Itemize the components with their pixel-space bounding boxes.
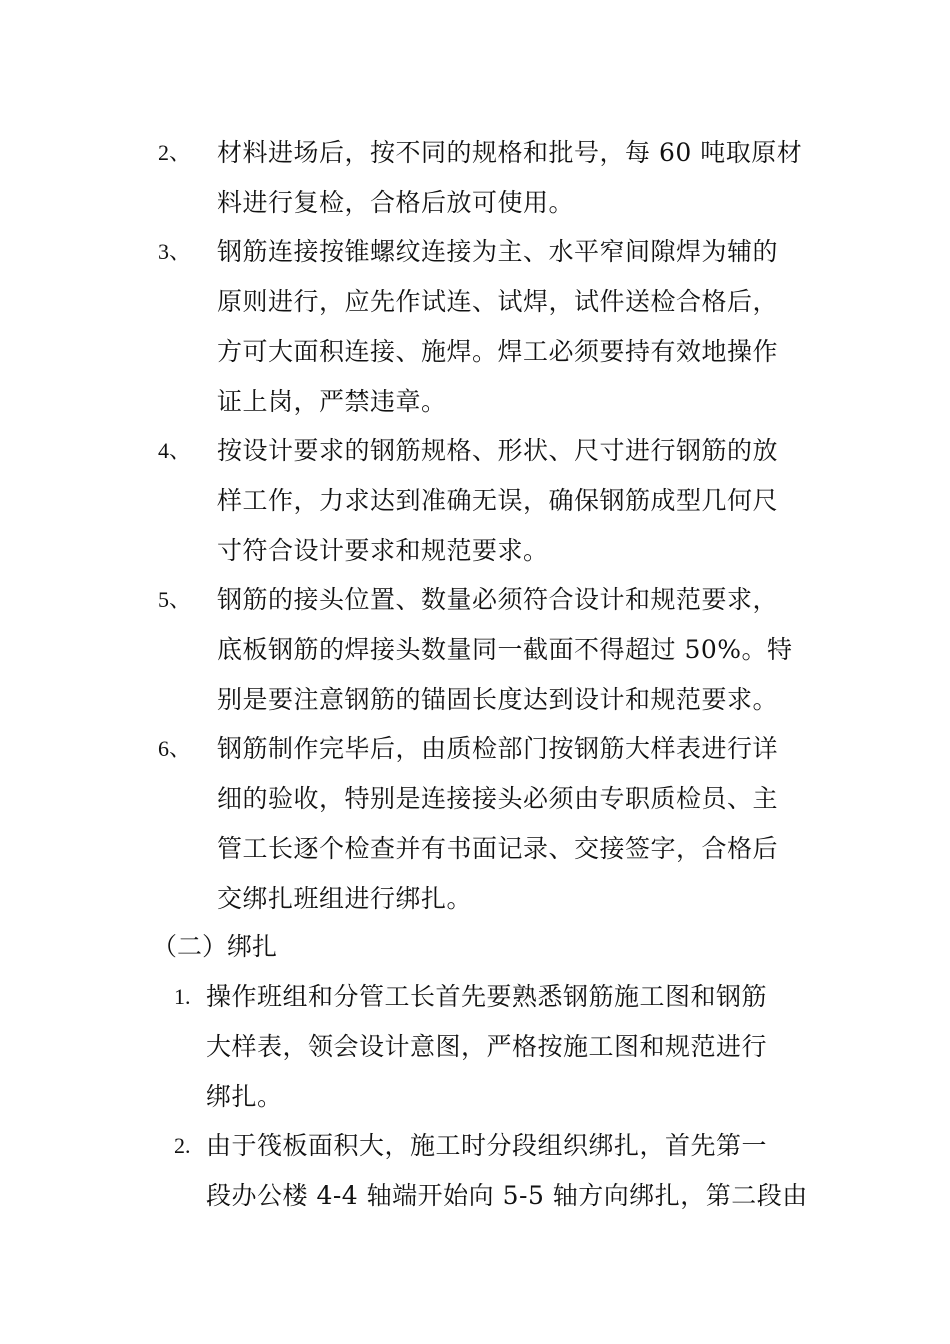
- item-line: 材料进场后，按不同的规格和批号，每 60 吨取原材: [217, 138, 803, 167]
- item-line: 管工长逐个检查并有书面记录、交接签字，合格后: [217, 834, 779, 863]
- item-number: 5、: [158, 587, 192, 612]
- item-line: 交绑扎班组进行绑扎。: [217, 884, 473, 913]
- item-line: 方可大面积连接、施焊。焊工必须要持有效地操作: [217, 337, 779, 366]
- item-number: 6、: [158, 736, 192, 761]
- item-number: 1.: [174, 984, 191, 1009]
- item-number: 4、: [158, 438, 192, 463]
- item-line: 钢筋的接头位置、数量必须符合设计和规范要求，: [217, 585, 779, 614]
- item-line: 由于筏板面积大，施工时分段组织绑扎，首先第一: [206, 1131, 768, 1160]
- item-line: 按设计要求的钢筋规格、形状、尺寸进行钢筋的放: [217, 436, 779, 465]
- item-number: 3、: [158, 239, 192, 264]
- item-line: 证上岗，严禁违章。: [217, 387, 447, 416]
- item-line: 料进行复检，合格后放可使用。: [217, 188, 575, 217]
- item-line: 别是要注意钢筋的锚固长度达到设计和规范要求。: [217, 685, 779, 714]
- item-line: 原则进行，应先作试连、试焊，试件送检合格后，: [217, 287, 779, 316]
- item-number: 2、: [158, 140, 192, 165]
- item-number: 2.: [174, 1133, 191, 1158]
- item-line: 段办公楼 4-4 轴端开始向 5-5 轴方向绑扎，第二段由: [206, 1181, 808, 1210]
- item-line: 操作班组和分管工长首先要熟悉钢筋施工图和钢筋: [206, 982, 768, 1011]
- item-line: 钢筋连接按锥螺纹连接为主、水平窄间隙焊为辅的: [217, 237, 779, 266]
- item-line: 大样表，领会设计意图，严格按施工图和规范进行: [206, 1032, 768, 1061]
- item-line: 寸符合设计要求和规范要求。: [217, 536, 549, 565]
- item-line: 钢筋制作完毕后，由质检部门按钢筋大样表进行详: [217, 734, 779, 763]
- item-line: 底板钢筋的焊接头数量同一截面不得超过 50%。特: [217, 635, 793, 664]
- item-line: 绑扎。: [206, 1082, 283, 1111]
- section-heading: （二）绑扎: [152, 932, 278, 961]
- item-line: 细的验收，特别是连接接头必须由专职质检员、主: [217, 784, 779, 813]
- item-line: 样工作，力求达到准确无误，确保钢筋成型几何尺: [217, 486, 779, 515]
